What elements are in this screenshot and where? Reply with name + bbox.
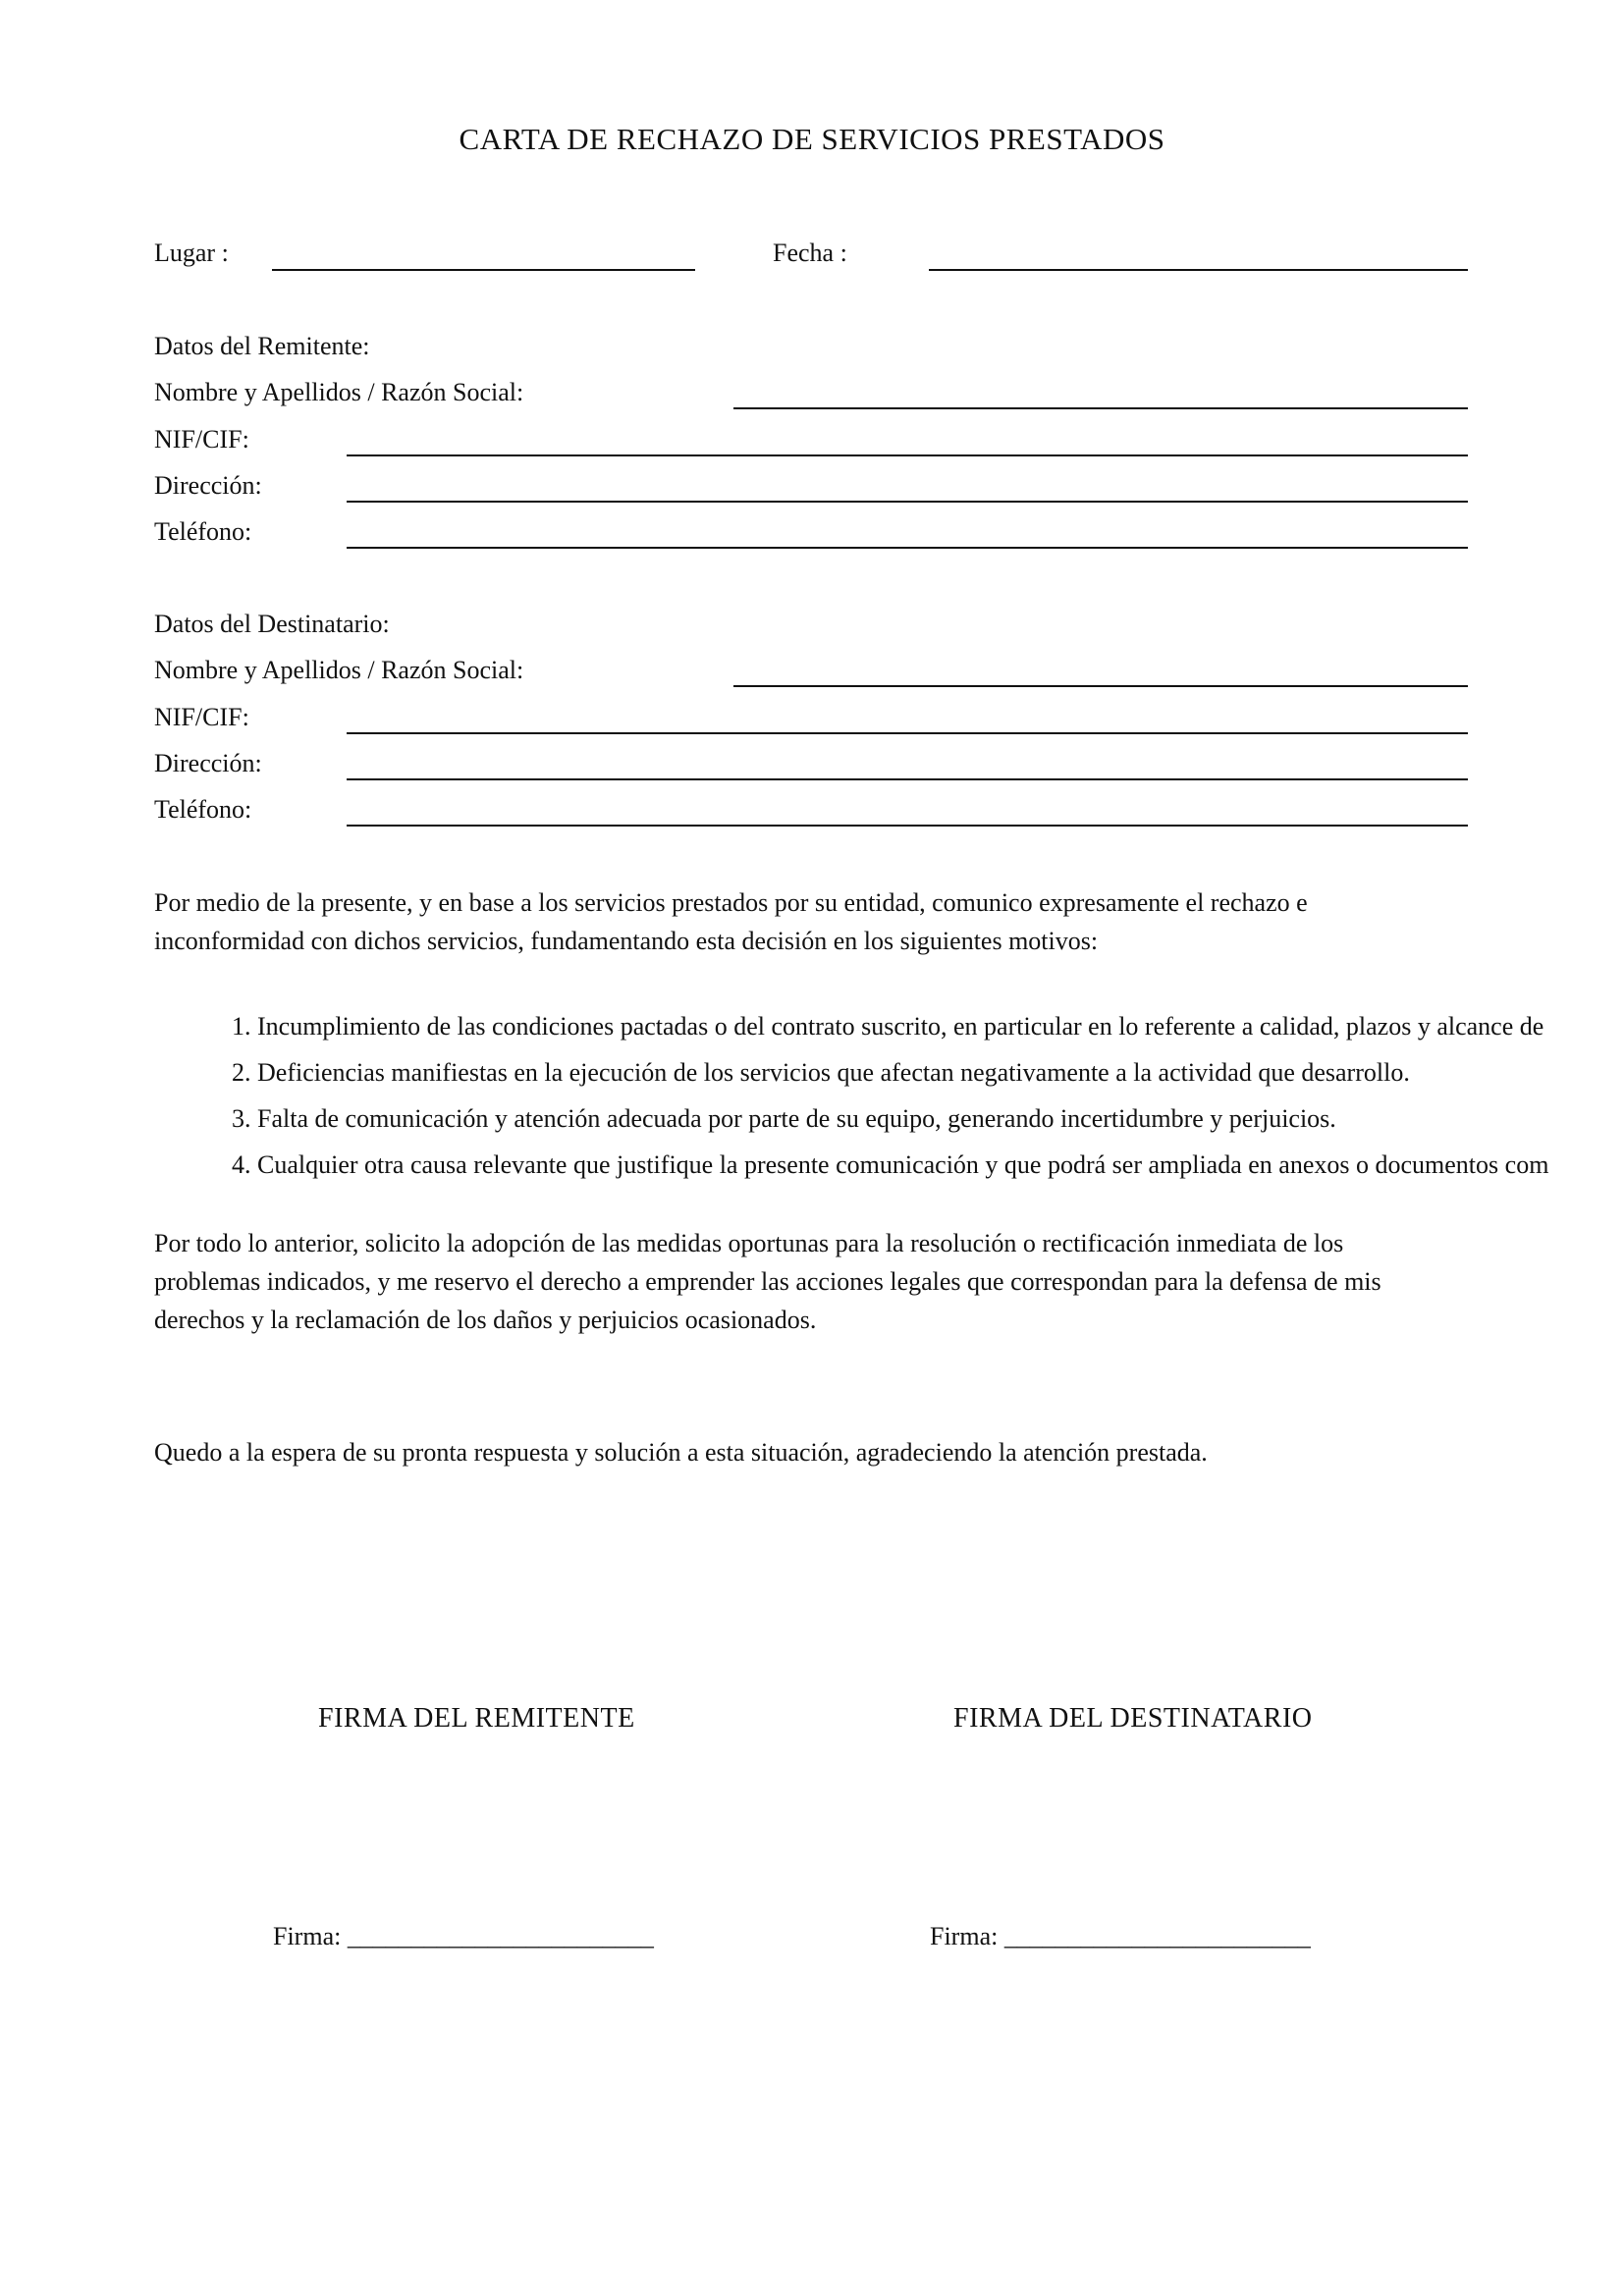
destinatario-telefono-label: Teléfono: xyxy=(154,795,252,824)
firma-destinatario-field[interactable]: Firma: ________________________ xyxy=(930,1922,1311,1950)
remitente-nif-line xyxy=(347,454,1468,456)
remitente-nombre-line xyxy=(733,407,1468,409)
conclusion-line: Por todo lo anterior, solicito la adopción de las medidas oportunas para la resolución o rectificación inmediata de los xyxy=(154,1229,1344,1257)
fecha-field-line xyxy=(929,269,1468,271)
remitente-nombre-label: Nombre y Apellidos / Razón Social: xyxy=(154,378,524,406)
conclusion-line: problemas indicados, y me reservo el derecho a emprender las acciones legales que correspondan para la defensa de mis xyxy=(154,1267,1381,1296)
remitente-heading: Datos del Remitente: xyxy=(154,332,370,360)
remitente-telefono-line xyxy=(347,547,1468,549)
destinatario-nif-line xyxy=(347,732,1468,734)
motivo-item: 2. Deficiencias manifiestas en la ejecución de los servicios que afectan negativamente a la actividad que desarrollo. xyxy=(232,1058,1410,1087)
intro-paragraph xyxy=(154,883,1529,960)
destinatario-heading: Datos del Destinatario: xyxy=(154,610,390,638)
fecha-label: Fecha : xyxy=(773,239,847,267)
destinatario-direccion-label: Dirección: xyxy=(154,749,262,777)
firma-remitente-field[interactable]: Firma: ________________________ xyxy=(273,1922,654,1950)
destinatario-nif-label: NIF/CIF: xyxy=(154,703,249,731)
lugar-label: Lugar : xyxy=(154,239,229,267)
firma-destinatario-heading: FIRMA DEL DESTINATARIO xyxy=(953,1703,1313,1734)
firma-remitente-heading: FIRMA DEL REMITENTE xyxy=(318,1703,635,1734)
closing-text: Quedo a la espera de su pronta respuesta y solución a esta situación, agradeciendo la atención prestada. xyxy=(154,1438,1208,1467)
remitente-direccion-label: Dirección: xyxy=(154,471,262,500)
conclusion-line: derechos y la reclamación de los daños y perjuicios ocasionados. xyxy=(154,1306,817,1334)
destinatario-telefono-line xyxy=(347,825,1468,827)
destinatario-direccion-line xyxy=(347,778,1468,780)
remitente-nif-label: NIF/CIF: xyxy=(154,425,249,454)
motivo-item: 1. Incumplimiento de las condiciones pactadas o del contrato suscrito, en particular en lo referente a calidad, plazos y alcance de xyxy=(232,1012,1544,1041)
destinatario-nombre-line xyxy=(733,685,1468,687)
motivo-item: 3. Falta de comunicación y atención adecuada por parte de su equipo, generando incertidumbre y perjuicios. xyxy=(232,1104,1336,1133)
remitente-telefono-label: Teléfono: xyxy=(154,517,252,546)
lugar-field-line xyxy=(272,269,695,271)
remitente-direccion-line xyxy=(347,501,1468,503)
intro-line: inconformidad con dichos servicios, fundamentando esta decisión en los siguientes motivos: xyxy=(154,927,1099,955)
document-title: CARTA DE RECHAZO DE SERVICIOS PRESTADOS xyxy=(459,122,1165,156)
destinatario-nombre-label: Nombre y Apellidos / Razón Social: xyxy=(154,656,524,684)
motivo-item: 4. Cualquier otra causa relevante que justifique la presente comunicación y que podrá ser ampliada en anexos o documentos com xyxy=(232,1150,1549,1179)
conclusion-paragraph xyxy=(154,1224,1529,1339)
intro-line: Por medio de la presente, y en base a los servicios prestados por su entidad, comunico expresamente el rechazo e xyxy=(154,888,1308,917)
